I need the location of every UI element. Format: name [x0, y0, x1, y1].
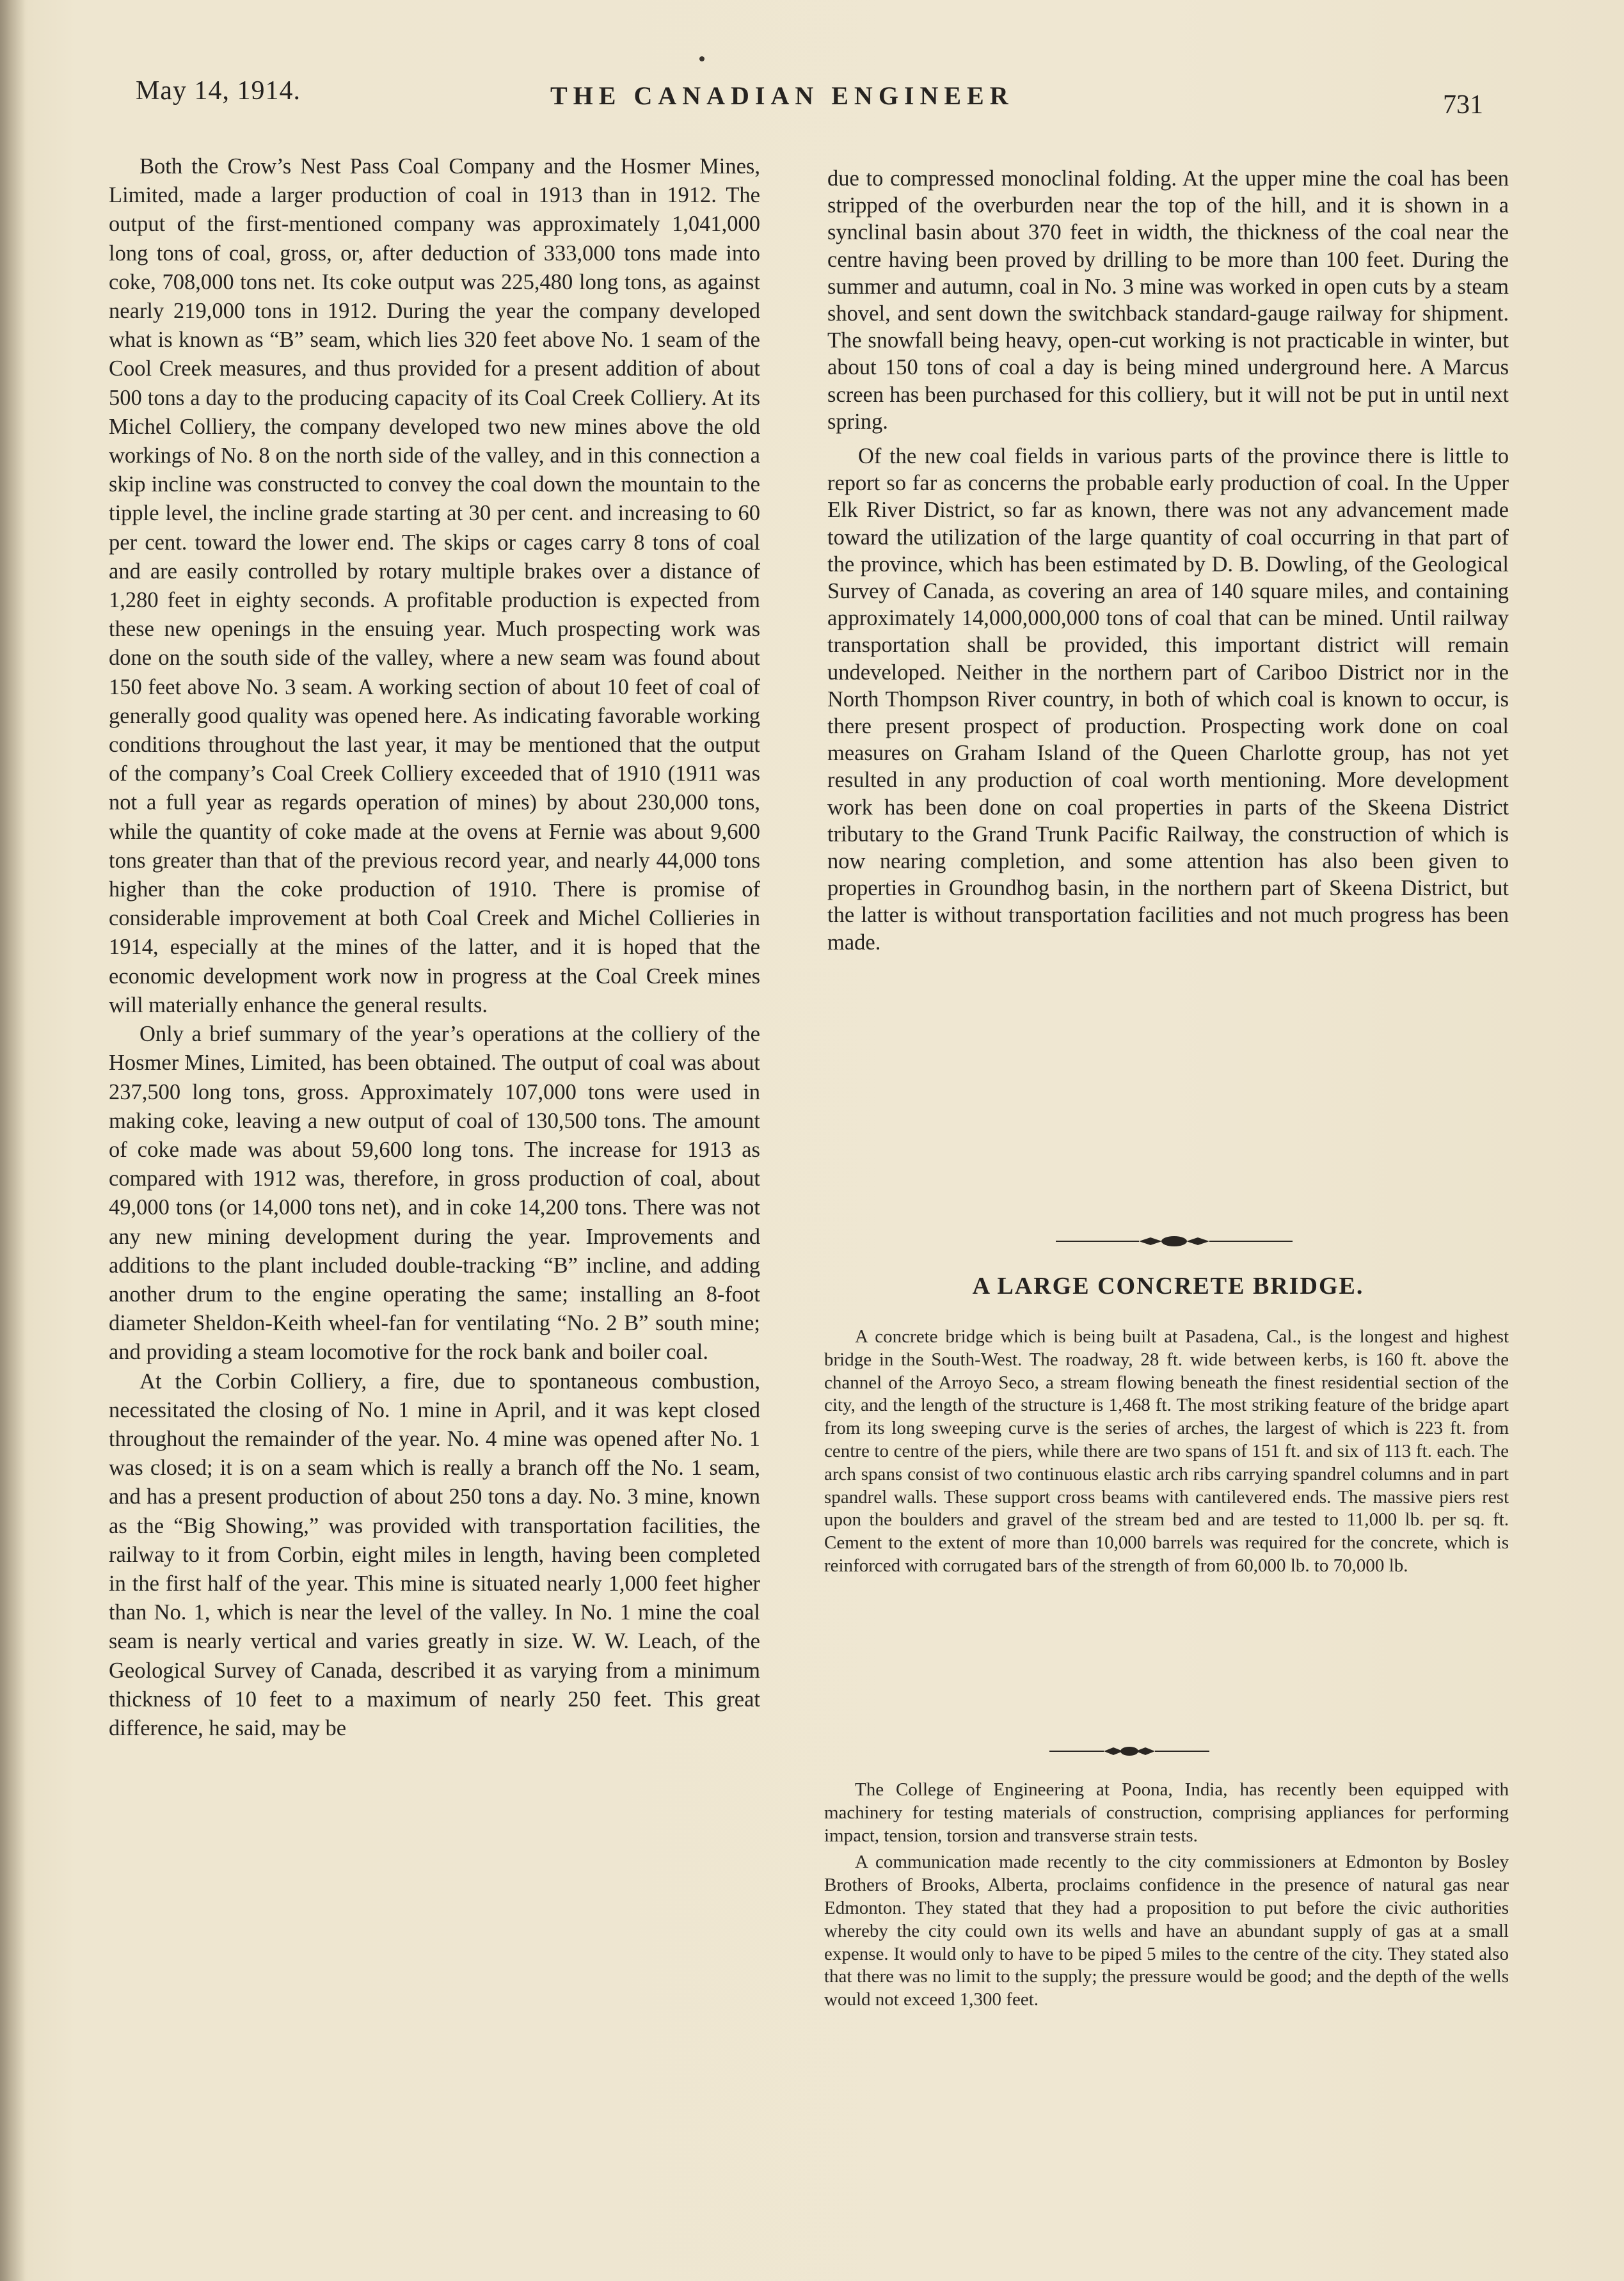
binding-shadow [0, 0, 26, 2281]
note-poona-college: The College of Engineering at Poona, India, has recently been equipped with machinery for testing materials of construction, comprising appliances for performing impact, tension, torsion and transverse strain tests. [824, 1779, 1509, 1846]
journal-title: THE CANADIAN ENGINEER [550, 81, 1014, 110]
bridge-article-heading: A LARGE CONCRETE BRIDGE. [972, 1273, 1364, 1299]
note-edmonton-gas: A communication made recently to the city commissioners at Edmonton by Bosley Brothers of Brooks, Alberta, proclaims confidence in the presence of natural gas near Edmonton. They stated that they had a proposition to put before the civic authorities whereby the city could own its wells and have an abundant supply of gas at a small expense. It would only to have to be piped 5 miles to the centre of the city. They stated also that there was no limit to the supply; the pressure would be good; and the depth of the wells would not exceed 1,300 feet. [824, 1852, 1509, 2010]
paragraph-continuation: due to compressed monoclinal folding. At the upper mine the coal has been stripped of the overburden near the top of the hill, and it is shown in a synclinal basin about 370 feet in width, the thickness of the coal near the centre having been proved by drilling to be more than 100 feet. During the summer and autumn, coal in No. 3 mine was worked in open cuts by a steam shovel, and sent down the switchback standard-gauge railway for shipment. The snowfall being heavy, open-cut working is not practicable in winter, but about 150 tons of coal a day is being mined underground here. A Marcus screen has been purchased for this colliery, but it will not be put in until next spring. [827, 166, 1509, 434]
issue-date: May 14, 1914. [136, 76, 301, 106]
news-notes [824, 1779, 1509, 2012]
paragraph-hosmer: Only a brief summary of the year’s operations at the colliery of the Hosmer Mines, Limited, has been obtained. The output of coal was about 237,500 long tons, gross. Approximately 107,000 tons were used in making coke, leaving a new output of coal of 130,500 tons. The amount of coke made was about 59,600 long tons. The increase for 1913 as compared with 1912 was, therefore, in gross production of coal, about 49,000 tons (or 14,000 tons net), and in coke 14,200 tons. There was not any new mining development during the year. Improvements and additions to the plant included double-tracking “B” incline, and adding another drum to the engine operating the same; installing an 8-foot diameter Sheldon-Keith wheel-fan for ventilating “No. 2 B” south mine; and providing a steam locomotive for the rock bank and boiler coal. [109, 1022, 760, 1365]
paragraph-new-coal-fields: Of the new coal fields in various parts of the province there is little to report so far as concerns the probable early production of coal. In the Upper Elk River District, so far as known, there was not any advancement made toward the utilization of the large quantity of coal occurring in that part of the province, which has been estimated by D. B. Dowling, of the Geological Survey of Canada, as covering an area of 140 square miles, and containing approximately 14,000,000,000 tons of coal that can be mined. Until railway transportation shall be provided, this important district will remain undeveloped. Neither in the northern part of Cariboo District nor in the North Thompson River country, in both of which coal is known to occur, is there present prospect of production. Prospecting work done on coal measures on Graham Island of the Queen Charlotte group, has not yet resulted in any production of coal worth mentioning. More development work has been done on coal properties in parts of the Skeena District tributary to the Grand Trunk Pacific Railway, the construction of which is now nearing completion, and some attention has also been given to properties in Groundhog basin, in the northern part of Skeena District, but the latter is without transportation facilities and not much progress has been made. [827, 444, 1509, 955]
right-column [827, 165, 1509, 956]
page-number: 731 [1443, 90, 1483, 120]
section-divider-ornament-icon [1056, 1232, 1293, 1251]
paragraph-crows-nest: Both the Crow’s Nest Pass Coal Company and the Hosmer Mines, Limited, made a larger production of coal in 1913 than in 1912. The output of the first-mentioned company was approximately 1,041,000 long tons of coal, gross, or, after deduction of 333,000 tons made into coke, 708,000 tons net. Its coke output was 225,480 long tons, as against nearly 219,000 tons in 1912. During the year the company developed what is known as “B” seam, which lies 320 feet above No. 1 seam of the Cool Creek measures, and thus provided for a present addition of about 500 tons a day to the producing capacity of its Coal Creek Colliery. At its Michel Colliery, the company developed two new mines above the old workings of No. 8 on the north side of the valley, and in this connection a skip incline was constructed to convey the coal down the mountain to the tipple level, the incline grade starting at 30 per cent. and increasing to 60 per cent. toward the lower end. The skips or cages carry 8 tons of coal and are easily controlled by rotary multiple brakes over a distance of 1,280 feet in eighty seconds. A profitable production is expected from these new openings in the ensuing year. Much prospecting work was done on the south side of the valley, where a new seam was found about 150 feet above No. 3 seam. A working section of about 10 feet of coal of generally good quality was opened here. As indicating favorable working conditions throughout the last year, it may be mentioned that the output of the company’s Coal Creek Colliery exceeded that of 1910 (1911 was not a full year as regards operation of mines) by about 230,000 tons, while the quantity of coke made at the ovens at Fernie was about 9,600 tons greater than that of the previous record year, and nearly 44,000 tons higher than the coke production of 1910. There is promise of considerable improvement at both Coal Creek and Michel Collieries in 1914, especially at the mines of the latter, and it is hoped that the economic development work now in progress at the Coal Creek mines will materially enhance the general results. [109, 154, 760, 1017]
bridge-paragraph: A concrete bridge which is being built at Pasadena, Cal., is the longest and highest bridge in the South-West. The roadway, 28 ft. wide between kerbs, is 160 ft. above the channel of the Arroyo Seco, a stream flowing beneath the finest residential section of the city, and the length of the structure is 1,468 ft. The most striking feature of the bridge apart from its long sweeping curve is the series of arches, the largest of which is 223 ft. from centre to centre of the piers, while there are two spans of 151 ft. and six of 113 ft. each. The arch spans consist of two continuous elastic arch ribs carrying spandrel columns and in part spandrel walls. These support cross beams with cantilevered ends. The massive piers rest upon the boulders and gravel of the stream bed and are tested to 11,000 lb. per sq. ft. Cement to the extent of more than 10,000 barrels was required for the concrete, which is reinforced with corrugated bars of the strength of from 60,000 lb. to 70,000 lb. [824, 1326, 1509, 1576]
left-column [109, 152, 760, 1743]
bridge-article-body [824, 1326, 1509, 1578]
paragraph-corbin: At the Corbin Colliery, a fire, due to spontaneous combustion, necessitated the closing of No. 1 mine in April, and it was kept closed throughout the remainder of the year. No. 4 mine was opened after No. 1 was closed; it is on a seam which is really a branch off the No. 1 seam, and has a present production of about 250 tons a day. No. 3 mine, known as the “Big Showing,” was provided with transportation facilities, the railway to it from Corbin, eight miles in length, having been completed in the first half of the year. This mine is situated nearly 1,000 feet higher than No. 1, which is near the level of the valley. In No. 1 mine the coal seam is nearly vertical and varies greatly in size. W. W. Leach, of the Geological Survey of Canada, described it as varying from a minimum thickness of 10 feet to a maximum of nearly 250 feet. This great difference, he said, may be [109, 1369, 760, 1740]
print-speck [699, 56, 705, 61]
section-divider-ornament-icon [1049, 1742, 1209, 1761]
